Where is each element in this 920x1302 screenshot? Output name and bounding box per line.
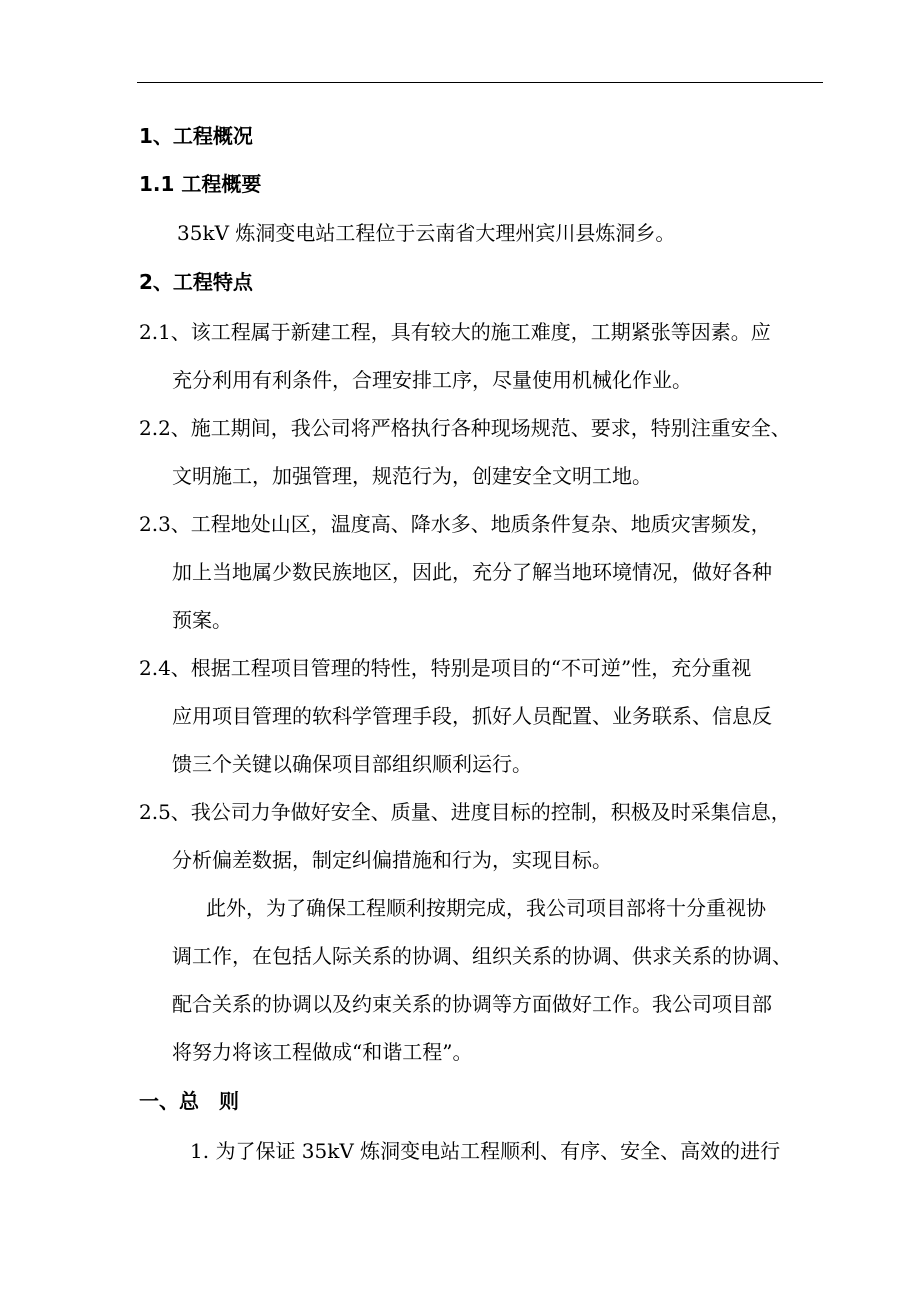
- item-2-3-line-3: 预案。: [172, 608, 232, 632]
- section-heading-2: 2、工程特点: [139, 270, 253, 294]
- item-2-3-line-1: 2.3、工程地处山区，温度高、降水多、地质条件复杂、地质灾害频发，: [139, 512, 771, 536]
- extra-paragraph-line-3: 配合关系的协调以及约束关系的协调等方面做好工作。我公司项目部: [172, 992, 772, 1016]
- extra-paragraph-line-4: 将努力将该工程做成“和谐工程”。: [172, 1040, 473, 1064]
- item-2-5-line-2: 分析偏差数据，制定纠偏措施和行为，实现目标。: [172, 848, 612, 872]
- section-heading-1: 1、工程概况: [139, 124, 253, 148]
- general-item-1: 1. 为了保证 35kV 炼洞变电站工程顺利、有序、安全、高效的进行: [190, 1139, 781, 1163]
- subsection-heading-1-1: 1.1 工程概要: [139, 172, 262, 196]
- item-2-1-line-2: 充分利用有利条件，合理安排工序，尽量使用机械化作业。: [172, 368, 692, 392]
- item-2-4-line-1: 2.4、根据工程项目管理的特性，特别是项目的“不可逆”性，充分重视: [139, 656, 752, 680]
- item-2-4-line-3: 馈三个关键以确保项目部组织顺利运行。: [172, 752, 532, 776]
- item-2-3-line-2: 加上当地属少数民族地区，因此，充分了解当地环境情况，做好各种: [172, 560, 772, 584]
- extra-paragraph-line-2: 调工作，在包括人际关系的协调、组织关系的协调、供求关系的协调、: [172, 944, 792, 968]
- extra-paragraph-line-1: 此外，为了确保工程顺利按期完成，我公司项目部将十分重视协: [206, 896, 766, 920]
- item-2-2-line-1: 2.2、施工期间，我公司将严格执行各种现场规范、要求，特别注重安全、: [139, 416, 791, 440]
- item-2-5-line-1: 2.5、我公司力争做好安全、质量、进度目标的控制，积极及时采集信息，: [139, 800, 791, 824]
- section-heading-general: 一、总 则: [139, 1089, 239, 1113]
- header-rule: [137, 82, 823, 83]
- item-2-4-line-2: 应用项目管理的软科学管理手段，抓好人员配置、业务联系、信息反: [172, 704, 772, 728]
- item-2-1-line-1: 2.1、该工程属于新建工程，具有较大的施工难度，工期紧张等因素。应: [139, 320, 771, 344]
- overview-paragraph: 35kV 炼洞变电站工程位于云南省大理州宾川县炼洞乡。: [177, 221, 676, 245]
- item-2-2-line-2: 文明施工，加强管理，规范行为，创建安全文明工地。: [172, 464, 652, 488]
